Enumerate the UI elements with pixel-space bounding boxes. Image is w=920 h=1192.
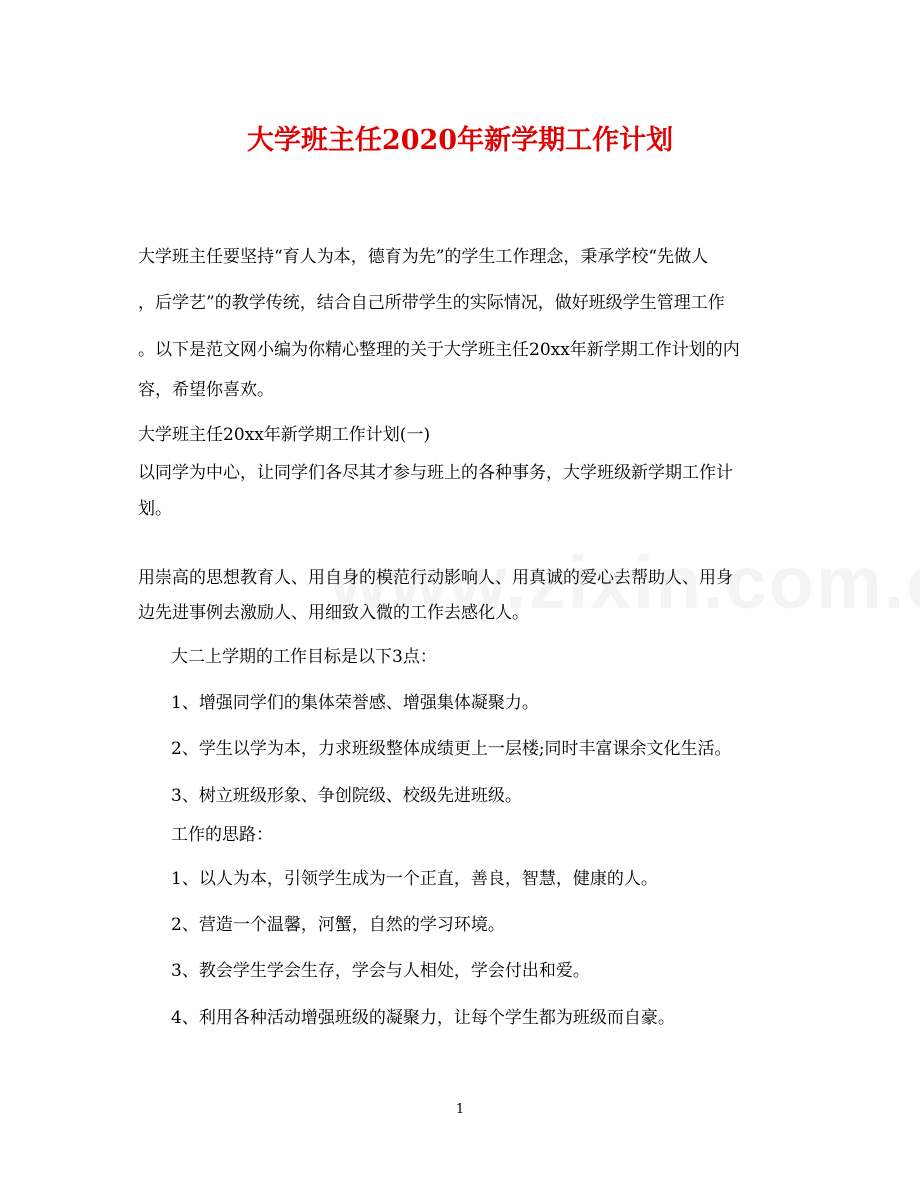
body-line: 用崇高的思想教育人、用自身的模范行动影响人、用真诚的爱心去帮助人、用身 bbox=[138, 568, 733, 588]
list-item: 4、利用各种活动增强班级的凝聚力，让每个学生都为班级而自豪。 bbox=[171, 1008, 675, 1028]
section-heading: 大学班主任20xx年新学期工作计划(一) bbox=[138, 425, 431, 445]
list-item: 1、以人为本，引领学生成为一个正直，善良，智慧，健康的人。 bbox=[171, 869, 658, 889]
list-item: 1、增强同学们的集体荣誉感、增强集体凝聚力。 bbox=[171, 693, 539, 713]
page-number: 1 bbox=[455, 1102, 465, 1117]
approach-heading: 工作的思路： bbox=[171, 825, 273, 845]
list-item: 2、营造一个温馨，河蟹，自然的学习环境。 bbox=[171, 915, 505, 935]
body-line: 划。 bbox=[138, 499, 172, 519]
body-line: ，后学艺”的教学传统，结合自己所带学生的实际情况，做好班级学生管理工作 bbox=[138, 293, 725, 313]
body-line: 。以下是范文网小编为你精心整理的关于大学班主任20xx年新学期工作计划的内 bbox=[138, 340, 740, 360]
document-title: 大学班主任2020年新学期工作计划 bbox=[246, 125, 674, 156]
list-item: 2、学生以学为本，力求班级整体成绩更上一层楼;同时丰富课余文化生活。 bbox=[171, 739, 732, 759]
list-item: 3、教会学生学会生存，学会与人相处，学会付出和爱。 bbox=[171, 961, 590, 981]
list-item: 3、树立班级形象、争创院级、校级先进班级。 bbox=[171, 786, 522, 806]
body-line: 边先进事例去激励人、用细致入微的工作去感化人。 bbox=[138, 603, 529, 623]
body-line: 大学班主任要坚持“育人为本，德育为先”的学生工作理念，秉承学校“先做人 bbox=[138, 247, 709, 267]
body-line: 以同学为中心，让同学们各尽其才参与班上的各种事务，大学班级新学期工作计 bbox=[138, 463, 733, 483]
goals-heading: 大二上学期的工作目标是以下3点： bbox=[171, 647, 437, 667]
body-line: 容，希望你喜欢。 bbox=[138, 380, 274, 400]
